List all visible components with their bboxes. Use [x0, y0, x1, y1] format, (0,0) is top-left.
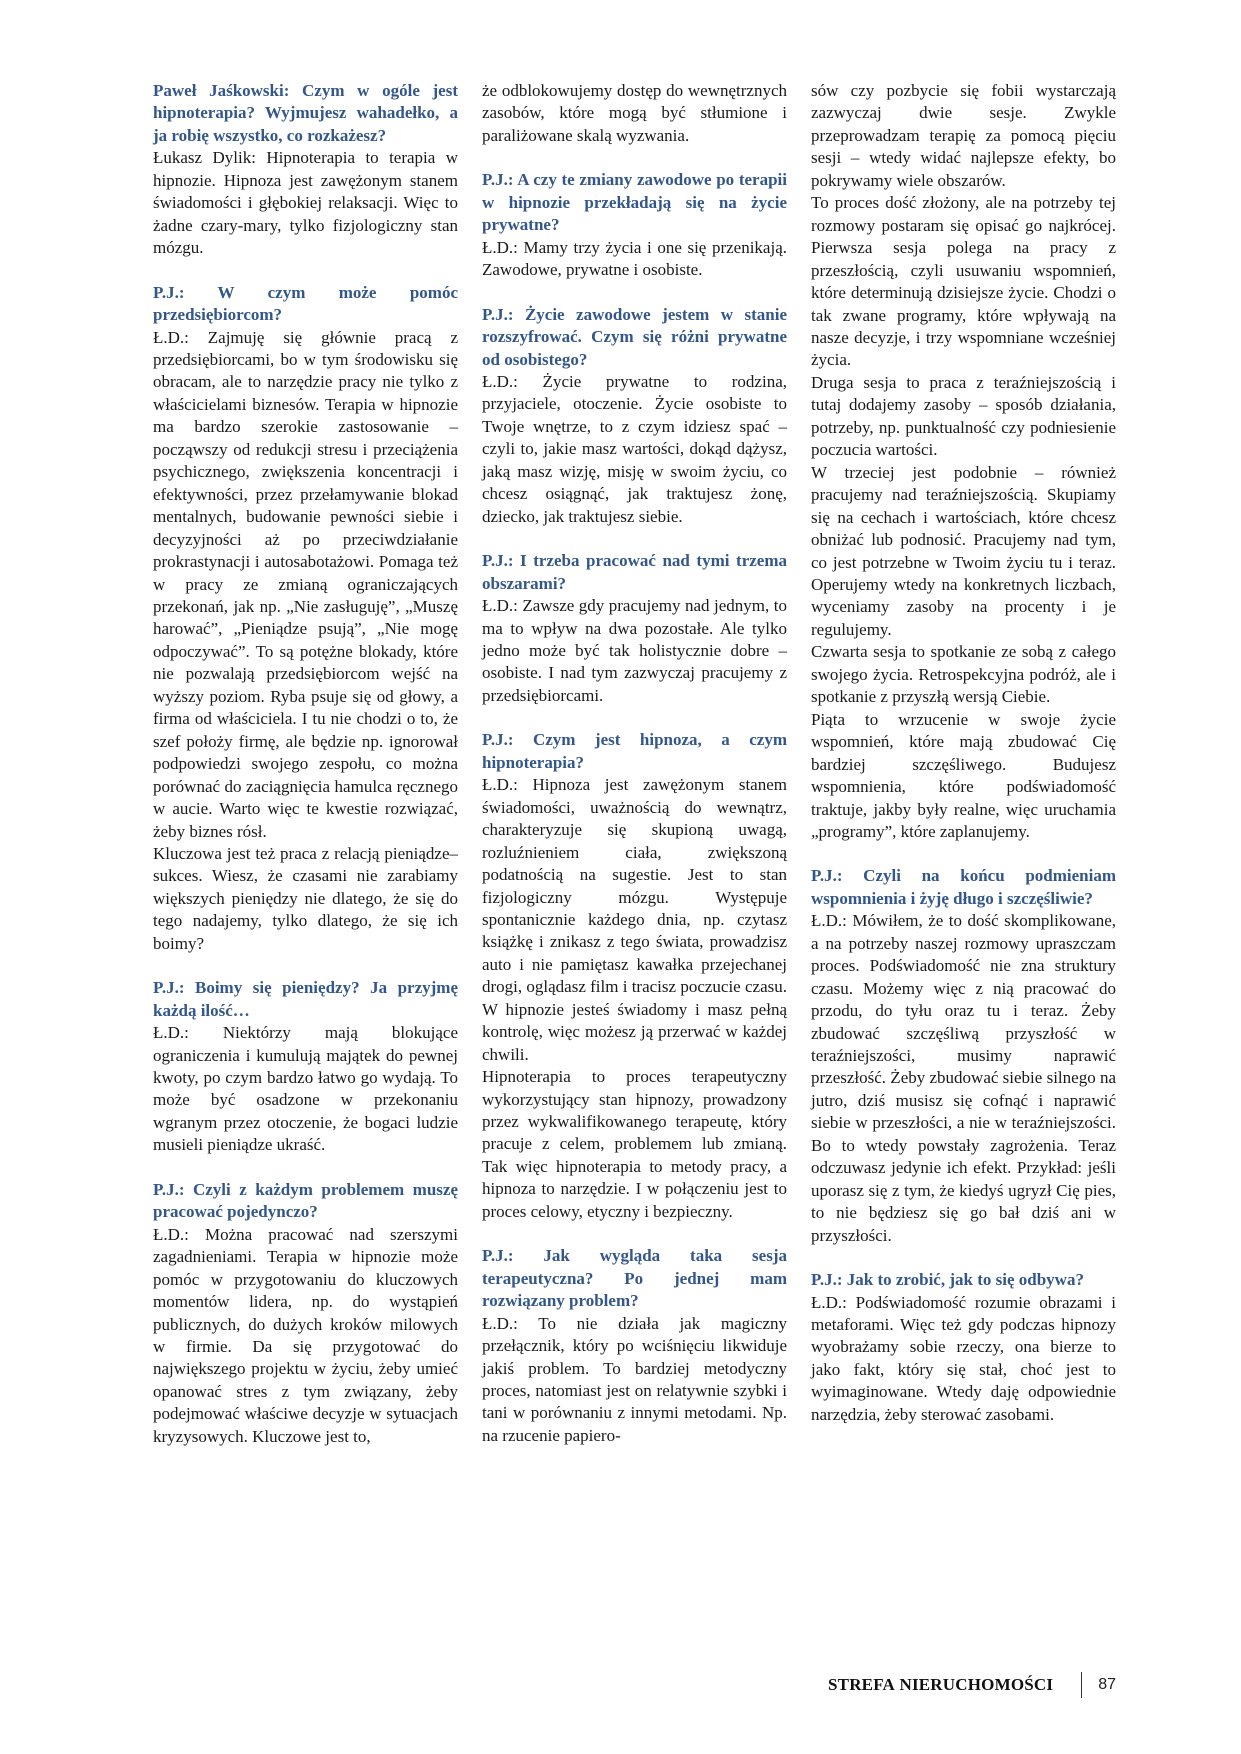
interview-question: P.J.: Czyli z każdym problemem muszę pracować pojedynczo?: [153, 1179, 458, 1222]
interview-answer: Piąta to wrzucenie w swoje życie wspomnień, które mają zbudować Cię bardziej szczęśliwego. Budujesz wspomnienia, które podświadomość traktuje, jakby były realne, więc uruchamia „programy”, które zaplanujemy.: [811, 709, 1116, 841]
magazine-name-part1: STREFA: [828, 1675, 896, 1694]
interview-answer: W trzeciej jest podobnie – również pracujemy nad teraźniejszością. Skupiamy się na cechach i wartościach, które chcesz obniżać lub podnosić. Pracujemy nad tym, co jest potrzebne w Twoim życiu tu i teraz. Operujemy wtedy na konkretnych liczbach, wyceniamy zasoby na procenty i je regulujemy.: [811, 462, 1116, 639]
page-footer: [828, 1672, 1116, 1698]
interview-answer: że odblokowujemy dostęp do wewnętrznych zasobów, które mogą być stłumione i paraliżowane skalą wyzwania.: [482, 81, 787, 145]
interview-answer: Ł.D.: Zawsze gdy pracujemy nad jednym, to ma to wpływ na dwa pozostałe. Ale tylko jedno może być tak holistycznie dobre – osobiste. I nad tym zazwyczaj pracujemy z przedsiębiorcami.: [482, 596, 787, 705]
interview-answer: Ł.D.: Można pracować nad szerszymi zagadnieniami. Terapia w hipnozie może pomóc w przygotowaniu do kluczowych momentów lidera, np. do wystąpień publicznych, do dużych kroków milowych w firmie. Da się przygotować do największego projektu w życiu, żeby umieć opanować stres z tym związany, żeby podejmować właściwe decyzje w sytuacjach kryzysowych. Kluczowe jest to,: [153, 1224, 458, 1446]
interview-answer: Ł.D.: To nie działa jak magiczny przełącznik, który po wciśnięciu likwiduje jakiś problem. To bardziej metodyczny proces, natomiast jest on relatywnie szybki i tani w porównaniu z innymi metodami. Np. na rzucenie papiero-: [482, 1313, 787, 1445]
interview-answer: Ł.D.: Mamy trzy życia i one się przenikają. Zawodowe, prywatne i osobiste.: [482, 237, 787, 280]
article-column-2: [482, 80, 787, 1447]
interview-question: P.J.: I trzeba pracować nad tymi trzema obszarami?: [482, 551, 787, 593]
interview-answer: Czwarta sesja to spotkanie ze sobą z całego swojego życia. Retrospekcyjna podróż, ale i spotkanie z przyszłą wersją Ciebie.: [811, 642, 1116, 707]
magazine-name: [828, 1675, 1053, 1695]
interview-answer: Ł.D.: Hipnoza jest zawężonym stanem świadomości, uważnością do wewnątrz, charakteryzuje się skupioną uwagą, rozluźnieniem ciała, zwiększoną podatnością na sugestie. Jest to stan fizjologiczny mózgu. Występuje spontanicznie każdego dnia, np. czytasz książkę i znikasz z tego świata, prowadzisz auto i nie pamiętasz kawałka przejechanej drogi, oglądasz film i tracisz poczucie czasu. W hipnozie jesteś świadomy i masz pełną kontrolę, więc możesz ją przerwać w każdej chwili.: [482, 775, 787, 1064]
interview-question: P.J.: W czym może pomóc przedsiębiorcom?: [153, 282, 458, 325]
interview-answer: Hipnoterapia to proces terapeutyczny wykorzystujący stan hipnozy, prowadzony przez wykwalifikowanego terapeutę, który pracuje z celem, problemem lub zmianą. Tak więc hipnoterapia to metody pracy, a hipnoza to narzędzie. I w połączeniu jest to proces celowy, etyczny i bezpieczny.: [482, 1067, 787, 1221]
interview-answer: sów czy pozbycie się fobii wystarczają zazwyczaj dwie sesje. Zwykle przeprowadzam terapię za pomocą pięciu sesji – wtedy widać najlepsze efekty, bo pokrywamy wiele obszarów.: [811, 81, 1116, 190]
interview-question: P.J.: A czy te zmiany zawodowe po terapii w hipnozie przekładają się na życie prywatne?: [482, 170, 787, 235]
interview-question: P.J.: Czyli na końcu podmieniam wspomnienia i żyję długo i szczęśliwie?: [811, 866, 1116, 908]
interview-answer: Ł.D.: Podświadomość rozumie obrazami i metaforami. Więc też gdy podczas hipnozy wyobrażamy sobie rzeczy, ona bierze to jako fakt, który się stał, choć jest to wyimaginowane. Wtedy daję odpowiednie narzędzia, żeby sterować zasobami.: [811, 1292, 1116, 1424]
interview-answer: Ł.D.: Zajmuję się głównie pracą z przedsiębiorcami, bo w tym środowisku się obracam, ale to narzędzie pracy nie tylko z właścicielami biznesów. Terapia w hipnozie ma bardzo szerokie zastosowanie – począwszy od redukcji stresu i przeciążenia psychicznego, zwiększenia koncentracji i efektywności, przez przełamywanie blokad mentalnych, budowanie pewności siebie i decyzyjności aż po przeciwdziałanie prokrastynacji i autosabotażowi. Pomaga też w pracy ze zmianą ograniczających przekonań, jak np. „Nie zasługuję”, „Muszę harować”, „Pieniądze psują”, „Nie mogę odpoczywać”. To są potężne blokady, które nie pozwalają przedsiębiorcom wejść na wyższy poziom. Ryba psuje się od głowy, a firma od właściciela. I tu nie chodzi o to, że szef położy firmę, ale będzie np. ignorował podpowiedzi swojego zespołu, co można porównać do zaciągnięcia hamulca ręcznego w aucie. Warto więc te kwestie rozwiązać, żeby biznes rósł.: [153, 327, 458, 841]
interview-answer: To proces dość złożony, ale na potrzeby tej rozmowy postaram się opisać go najkrócej. Pierwsza sesja polega na pracy z przeszłością, czyli usuwaniu wspomnień, które determinują dzisiejsze życie. Chodzi o tak zwane programy, które wpływają na nasze decyzje, i trzy wspomniane wcześniej życia.: [811, 193, 1116, 370]
article-column-1: [153, 80, 458, 1448]
interview-answer: Kluczowa jest też praca z relacją pieniądze–sukces. Wiesz, że czasami nie zarabiamy większych pieniędzy nie dlatego, że się do tego nadajemy, tylko dlatego, że się ich boimy?: [153, 843, 458, 953]
interview-question: Paweł Jaśkowski: Czym w ogóle jest hipnoterapia? Wyjmujesz wahadełko, a ja robię wszystko, co rozkażesz?: [153, 81, 458, 145]
interview-question: P.J.: Życie zawodowe jestem w stanie rozszyfrować. Czym się różni prywatne od osobistego?: [482, 304, 787, 369]
interview-answer: Ł.D.: Mówiłem, że to dość skomplikowane, a na potrzeby naszej rozmowy upraszczam proces. Podświadomość nie zna struktury czasu. Możemy więc z nią pracować do przodu, do tyłu oraz tu i teraz. Żeby zbudować szczęśliwą przyszłość w teraźniejszości, musimy naprawić przeszłość. Żeby zbudować siebie silnego na jutro, dziś musisz się cofnąć i naprawić siebie w przeszłości, a nie w teraźniejszości. Bo to wtedy powstały zagrożenia. Teraz odczuwasz jedynie ich efekt. Przykład: jeśli uporasz się z tym, że kiedyś ugryzł Cię pies, to nie będziesz się go bał dziś ani w przyszłości.: [811, 911, 1116, 1245]
interview-answer: Druga sesja to praca z teraźniejszością i tutaj dodajemy zasoby – sposób działania, potrzeby, np. punktualność czy podniesienie poczucia wartości.: [811, 372, 1116, 460]
interview-answer: Ł.D.: Niektórzy mają blokujące ograniczenia i kumulują majątek do pewnej kwoty, po czym bardzo łatwo go wydają. To może być osadzone w przekonaniu wgranym przez otoczenie, że bogaci ludzie musieli pieniądze ukraść.: [153, 1023, 458, 1155]
interview-question: P.J.: Boimy się pieniędzy? Ja przyjmę każdą ilość…: [153, 978, 458, 1020]
interview-question: P.J.: Czym jest hipnoza, a czym hipnoterapia?: [482, 730, 787, 772]
interview-question: P.J.: Jak to zrobić, jak to się odbywa?: [811, 1270, 1084, 1290]
magazine-name-part2: NIERUCHOMOŚCI: [899, 1675, 1054, 1694]
page-number: 87: [1098, 1676, 1116, 1693]
footer-divider: [1081, 1672, 1082, 1698]
interview-question: P.J.: Jak wygląda taka sesja terapeutyczna? Po jednej mam rozwiązany problem?: [482, 1246, 787, 1311]
interview-answer: Ł.D.: Życie prywatne to rodzina, przyjaciele, otoczenie. Życie osobiste to Twoje wnętrze, to z czym idziesz spać – czyli to, jakie masz wartości, dokąd dążysz, jaką masz wizję, misję w swoim życiu, co chcesz osiągnąć, jak traktujesz żonę, dziecko, jak traktujesz siebie.: [482, 371, 787, 526]
interview-answer: Łukasz Dylik: Hipnoterapia to terapia w hipnozie. Hipnoza jest zawężonym stanem świadomości i głębokiej relaksacji. Więc to żadne czary-mary, tylko fizjologiczny stan mózgu.: [153, 148, 458, 258]
article-column-3: [811, 80, 1116, 1426]
